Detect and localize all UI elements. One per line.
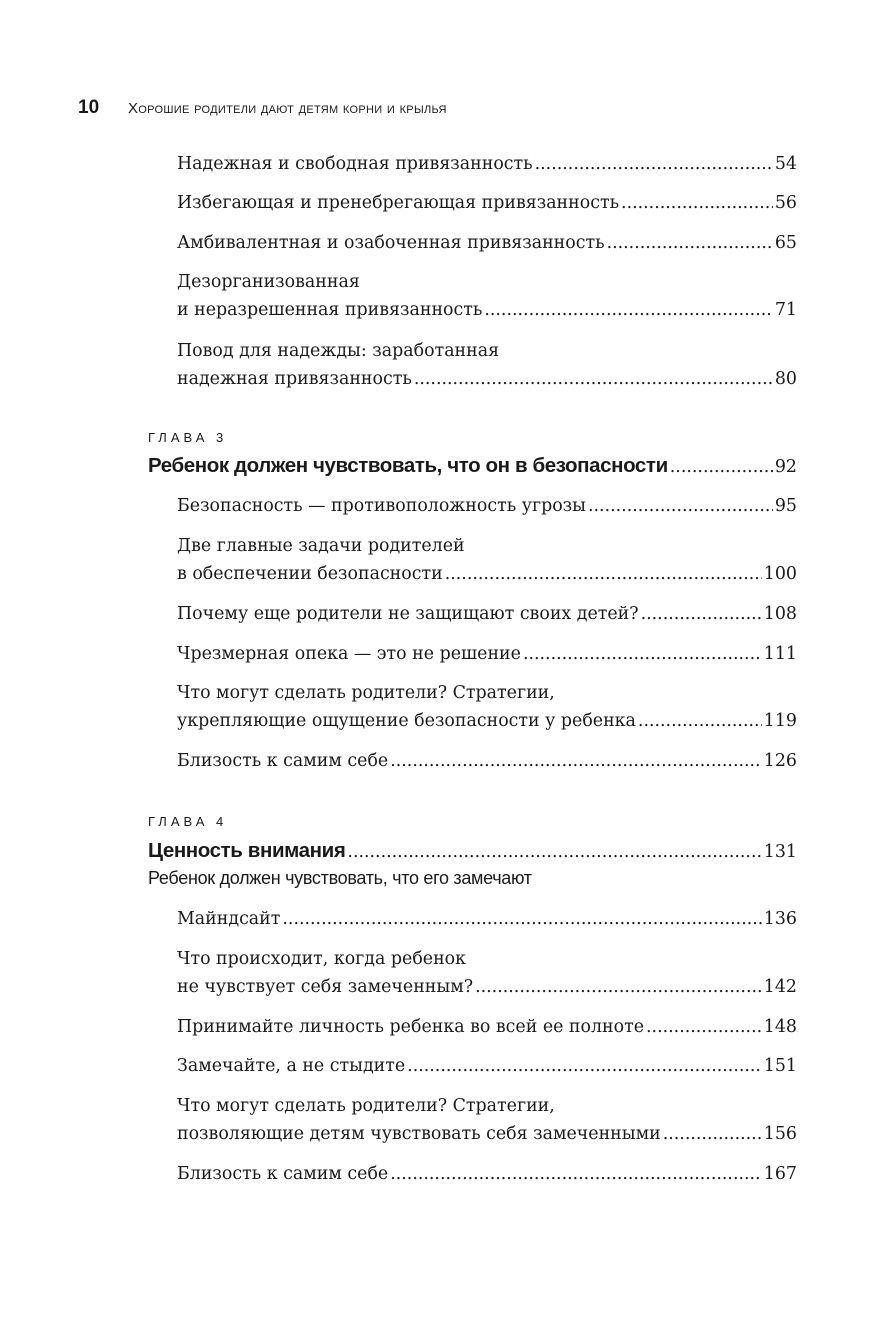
entry-page: 136 <box>763 909 797 929</box>
toc-entry[interactable] <box>177 679 797 735</box>
entry-title: Амбивалентная и озабоченная привязанность <box>177 233 605 253</box>
entry-title-line2: в обеспечении безопасности <box>177 564 443 584</box>
chapter-label: ГЛАВА 3 <box>148 430 228 445</box>
entry-title: Избегающая и пренебрегающая привязанность <box>177 193 620 213</box>
entry-title-line2: надежная привязанность <box>177 369 412 389</box>
toc-entry[interactable] <box>177 189 797 217</box>
entry-title: Почему еще родители не защищают своих детей? <box>177 604 639 624</box>
entry-title-line1: Две главные задачи родителей <box>177 536 465 556</box>
dot-leader <box>347 837 761 867</box>
chapter-title-entry[interactable] <box>148 836 797 866</box>
dot-leader <box>390 747 762 775</box>
chapter-subtitle: Ребенок должен чувствовать, что его замечают <box>148 868 532 888</box>
dot-leader <box>670 452 773 482</box>
chapter-page: 92 <box>774 457 797 477</box>
entry-title: Замечайте, а не стыдите <box>177 1056 406 1076</box>
toc-entry[interactable] <box>177 905 797 933</box>
toc-entry[interactable] <box>177 1092 797 1148</box>
toc-entry[interactable] <box>177 337 797 393</box>
entry-title: Принимайте личность ребенка во всей ее полноте <box>177 1017 645 1037</box>
entry-page: 151 <box>763 1056 797 1076</box>
entry-page: 119 <box>763 711 797 731</box>
toc-entry[interactable] <box>177 600 797 628</box>
dot-leader <box>445 560 762 588</box>
toc-entry[interactable] <box>177 1052 797 1080</box>
toc-entry[interactable] <box>177 1160 797 1188</box>
entry-page: 156 <box>763 1124 797 1144</box>
dot-leader <box>641 600 762 628</box>
toc-entry[interactable] <box>177 492 797 520</box>
entry-title-line1: Что происходит, когда ребенок <box>177 949 467 969</box>
entry-title-line1: Повод для надежды: заработанная <box>177 341 500 361</box>
chapter-label: ГЛАВА 4 <box>148 814 228 829</box>
dot-leader <box>646 1013 762 1041</box>
running-title: Хорошие родители дают детям корни и крылья <box>128 100 447 117</box>
entry-title: Близость к самим себе <box>177 751 389 771</box>
entry-page: 126 <box>763 751 797 771</box>
dot-leader <box>621 189 773 217</box>
toc-entry[interactable] <box>177 532 797 588</box>
toc-entry[interactable] <box>177 1013 797 1041</box>
dot-leader <box>407 1052 762 1080</box>
toc-entry[interactable] <box>177 268 797 324</box>
dot-leader <box>607 229 773 257</box>
dot-leader <box>484 296 773 324</box>
entry-page: 95 <box>774 496 797 516</box>
toc-entry[interactable] <box>177 150 797 178</box>
entry-page: 167 <box>763 1164 797 1184</box>
dot-leader <box>414 365 773 393</box>
entry-page: 56 <box>774 193 797 213</box>
chapter-title: Ребенок должен чувствовать, что он в безопасности <box>148 454 668 477</box>
entry-title: Майндсайт <box>177 909 281 929</box>
entry-title-line1: Что могут сделать родители? Стратегии, <box>177 1096 555 1116</box>
entry-page: 108 <box>763 604 797 624</box>
entry-title-line2: укрепляющие ощущение безопасности у ребенка <box>177 711 636 731</box>
entry-title-line1: Что могут сделать родители? Стратегии, <box>177 683 555 703</box>
entry-title-line1: Дезорганизованная <box>177 272 360 292</box>
entry-title-line2: не чувствует себя замеченным? <box>177 977 474 997</box>
dot-leader <box>523 640 762 668</box>
entry-page: 80 <box>774 369 797 389</box>
entry-title: Чрезмерная опека — это не решение <box>177 644 521 664</box>
entry-page: 148 <box>763 1017 797 1037</box>
dot-leader <box>663 1120 762 1148</box>
dot-leader <box>638 707 762 735</box>
chapter-title: Ценность внимания <box>148 839 346 862</box>
entry-page: 100 <box>763 564 797 584</box>
toc-entry[interactable] <box>177 945 797 1001</box>
entry-title: Безопасность — противоположность угрозы <box>177 496 586 516</box>
page-number: 10 <box>78 97 100 118</box>
toc-entry[interactable] <box>177 229 797 257</box>
toc-entry[interactable] <box>177 747 797 775</box>
chapter-page: 131 <box>763 842 797 862</box>
entry-page: 54 <box>774 154 797 174</box>
dot-leader <box>282 905 761 933</box>
entry-title: Близость к самим себе <box>177 1164 389 1184</box>
entry-page: 65 <box>774 233 797 253</box>
dot-leader <box>390 1160 762 1188</box>
dot-leader <box>535 150 773 178</box>
entry-title-line2: и неразрешенная привязанность <box>177 300 483 320</box>
entry-title: Надежная и свободная привязанность <box>177 154 533 174</box>
entry-title-line2: позволяющие детям чувствовать себя замеченными <box>177 1124 661 1144</box>
chapter-title-entry[interactable] <box>148 451 797 481</box>
dot-leader <box>588 492 773 520</box>
entry-page: 111 <box>763 644 797 664</box>
entry-page: 71 <box>774 300 797 320</box>
dot-leader <box>475 973 762 1001</box>
entry-page: 142 <box>763 977 797 997</box>
toc-entry[interactable] <box>177 640 797 668</box>
running-header <box>78 97 447 125</box>
